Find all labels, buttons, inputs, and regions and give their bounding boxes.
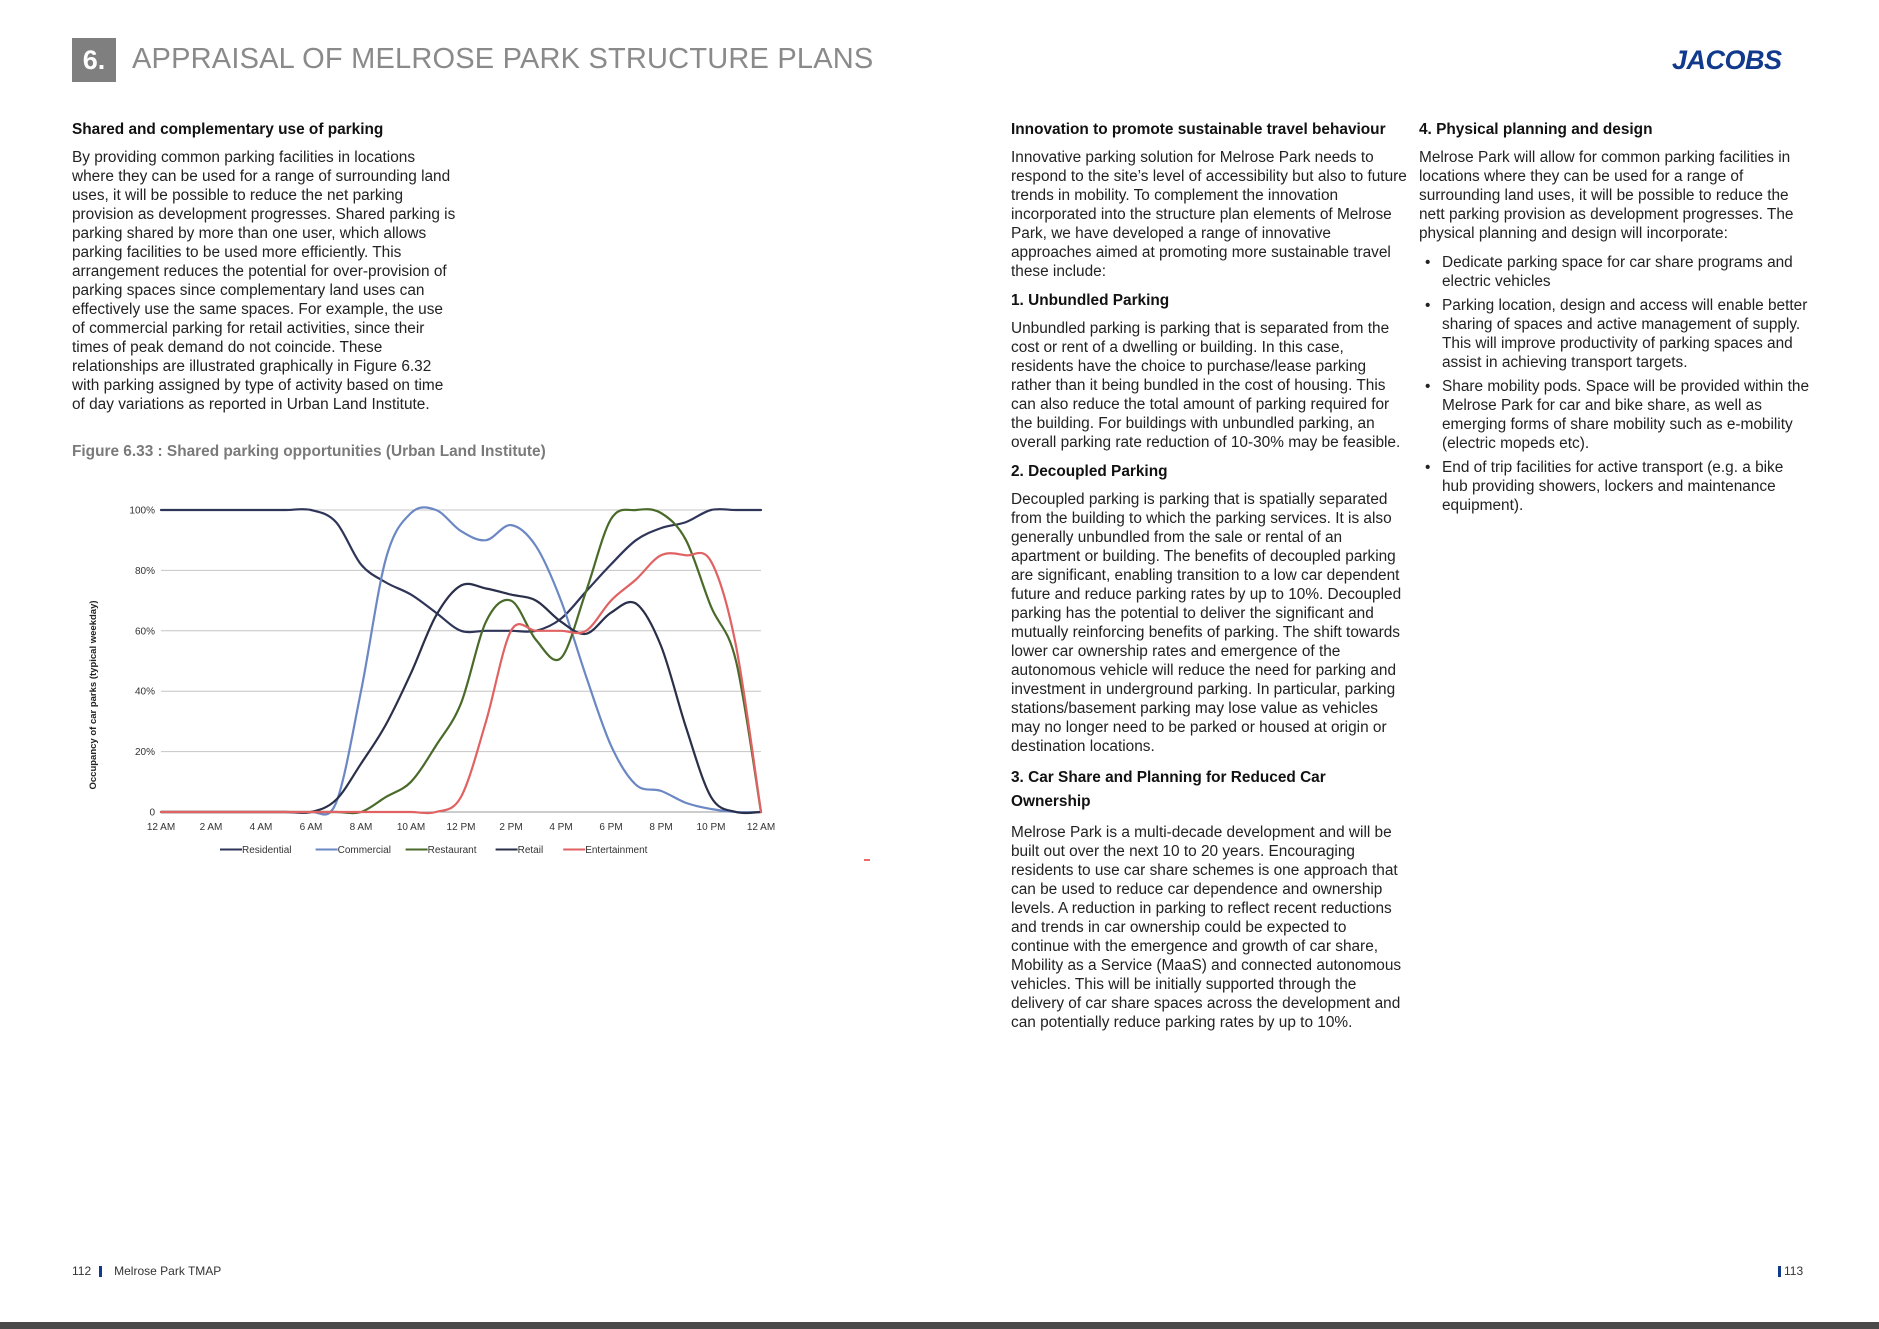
bottom-band bbox=[0, 1322, 1879, 1329]
list-item: • Dedicate parking space for car share programs and electric vehicles bbox=[1419, 253, 1811, 291]
physical-planning-heading: 4. Physical planning and design bbox=[1419, 121, 1653, 138]
chart-y-tick-label: 0 bbox=[149, 807, 155, 819]
jacobs-logo: JACOBS bbox=[1672, 45, 1782, 75]
chart-x-tick-label: 2 AM bbox=[199, 822, 223, 833]
chart-y-tick-label: 60% bbox=[134, 626, 155, 638]
chart-y-axis-label: Occupancy of car parks (typical weekday) bbox=[88, 600, 99, 790]
left-page-number: 112 bbox=[72, 1264, 92, 1278]
chart-y-tick-label: 40% bbox=[134, 686, 155, 698]
stray-mark bbox=[864, 859, 870, 861]
chart-x-tick-label: 6 AM bbox=[299, 822, 323, 833]
chart-x-tick-label: 4 PM bbox=[549, 822, 573, 833]
chart-y-ticks bbox=[129, 506, 155, 819]
footer-right bbox=[1778, 1264, 1803, 1278]
physical-planning-intro: Melrose Park will allow for common parking facilities in locations where they can be used for a range of surrounding land uses, it will be possible to reduce the nett parking provision as development progresses. The physical planning and design will incorporate: bbox=[1419, 149, 1794, 242]
decoupled-parking-body: Decoupled parking is parking that is spatially separated from the building to which the parking services. It is also generally unbundled from the sale or rental of an apartment or building. The benefits of decoupled parking are significant, enabling transition to a low car dependent future and reduce parking rates by up to 10%. Decoupled parking has the potential to deliver the significant and mutually reinforcing benefits of parking. The shift towards lower car ownership rates and emergence of the autonomous vehicle will reduce the need for parking and investment in underground parking. In particular, parking stations/basement parking may lose value as vehicles may no longer need to be parked or housed at origin or destination locations. bbox=[1011, 491, 1402, 755]
chart-legend-label: Retail bbox=[517, 845, 544, 856]
chart-legend-label: Restaurant bbox=[427, 845, 477, 856]
section-number: 6. bbox=[82, 44, 106, 75]
unbundled-parking-heading: 1. Unbundled Parking bbox=[1011, 292, 1170, 309]
chart-x-ticks bbox=[147, 822, 775, 833]
chart-x-tick-label: 12 PM bbox=[446, 822, 476, 833]
section-title: APPRAISAL OF MELROSE PARK STRUCTURE PLANS bbox=[132, 43, 874, 75]
chart-x-tick-label: 12 AM bbox=[146, 822, 176, 833]
list-item: • Parking location, design and access will enable better sharing of spaces and active management of supply. This will improve productivity of parking spaces and assist in achieving transport targets. bbox=[1419, 296, 1811, 372]
chart-svg bbox=[80, 490, 780, 860]
chart-series-line-entertainment bbox=[161, 553, 761, 813]
innovation-intro: Innovative parking solution for Melrose Park needs to respond to the site’s level of accessibility but also to future trends in mobility. To complement the innovation incorporated into the structure plan elements of Melrose Park, we have developed a range of innovative approaches aimed at promoting more sustainable travel these include: bbox=[1011, 149, 1407, 280]
footer-left bbox=[72, 1264, 221, 1278]
chart-x-tick-label: 10 PM bbox=[696, 822, 726, 833]
middle-column bbox=[1011, 120, 1408, 1042]
chart-x-tick-label: 8 AM bbox=[349, 822, 373, 833]
chart-legend-label: Entertainment bbox=[585, 845, 648, 856]
car-share-heading: 3. Car Share and Planning for Reduced Car Ownership bbox=[1011, 769, 1326, 810]
right-page-number: 113 bbox=[1784, 1264, 1804, 1278]
chart-series-line-restaurant bbox=[161, 509, 761, 813]
figure-caption: Figure 6.33 : Shared parking opportunities (Urban Land Institute) bbox=[72, 443, 546, 460]
shared-parking-heading: Shared and complementary use of parking bbox=[72, 121, 384, 138]
innovation-heading: Innovation to promote sustainable travel behaviour bbox=[1011, 121, 1386, 138]
chart-y-tick-label: 80% bbox=[134, 565, 155, 577]
shared-parking-chart bbox=[80, 490, 780, 860]
chart-x-tick-label: 2 PM bbox=[499, 822, 523, 833]
chart-x-tick-label: 4 AM bbox=[249, 822, 273, 833]
chart-x-tick-label: 6 PM bbox=[599, 822, 623, 833]
right-column bbox=[1419, 120, 1811, 520]
list-item: • End of trip facilities for active transport (e.g. a bike hub providing showers, lockers and maintenance equipment). bbox=[1419, 458, 1811, 515]
chart-legend-label: Commercial bbox=[337, 845, 391, 856]
chart-x-tick-label: 8 PM bbox=[649, 822, 673, 833]
shared-parking-body: By providing common parking facilities in locations where they can be used for a range of surrounding land uses, it will be possible to reduce the net parking provision as development progresses. Shared parking is parking shared by more than one user, which allows parking facilities to be used more efficiently. This arrangement reduces the potential for over-provision of parking spaces since complementary land uses can effectively use the same spaces. For example, the use of commercial parking for retail activities, since their times of peak demand do not coincide. These relationships are illustrated graphically in Figure 6.32 with parking assigned by type of activity based on time of day variations as reported in Urban Land Institute. bbox=[72, 149, 456, 413]
left-column bbox=[72, 120, 460, 424]
chart-x-tick-label: 12 AM bbox=[746, 822, 776, 833]
car-share-body: Melrose Park is a multi-decade development and will be built out over the next 10 to 20 years. Encouraging residents to use car share schemes is one approach that can be used to reduce car dependence and ownership levels. A reduction in parking to reflect recent reductions and trends in car ownership could be expected to continue with the emergence and growth of car share, Mobility as a Service (MaaS) and connected autonomous vehicles. This will be initially supported through the delivery of car share spaces across the development and can potentially reduce parking rates by up to 10%. bbox=[1011, 824, 1402, 1031]
footer-divider bbox=[1778, 1266, 1781, 1277]
chart-legend-label: Residential bbox=[242, 845, 292, 856]
chart-series bbox=[161, 507, 761, 814]
chart-series-line-retail bbox=[161, 584, 761, 813]
section-number-badge bbox=[72, 38, 116, 82]
chart-y-tick-label: 100% bbox=[129, 505, 155, 517]
chart-legend bbox=[220, 845, 648, 856]
unbundled-parking-body: Unbundled parking is parking that is separated from the cost or rent of a dwelling or building. In this case, residents have the choice to purchase/lease parking rather than it being bundled in the cost of housing. This can also reduce the total amount of parking required for the building. For buildings with unbundled parking, an overall parking rate reduction of 10-30% may be feasible. bbox=[1011, 320, 1401, 451]
list-item: • Share mobility pods. Space will be provided within the Melrose Park for car and bike share, as well as emerging forms of share mobility such as e-mobility (electric mopeds etc). bbox=[1419, 377, 1811, 453]
physical-planning-list bbox=[1419, 253, 1811, 515]
footer-divider bbox=[99, 1266, 102, 1277]
decoupled-parking-heading: 2. Decoupled Parking bbox=[1011, 463, 1168, 480]
document-title: Melrose Park TMAP bbox=[114, 1264, 222, 1278]
chart-y-tick-label: 20% bbox=[134, 747, 155, 759]
chart-x-tick-label: 10 AM bbox=[396, 822, 426, 833]
chart-grid bbox=[161, 510, 761, 812]
